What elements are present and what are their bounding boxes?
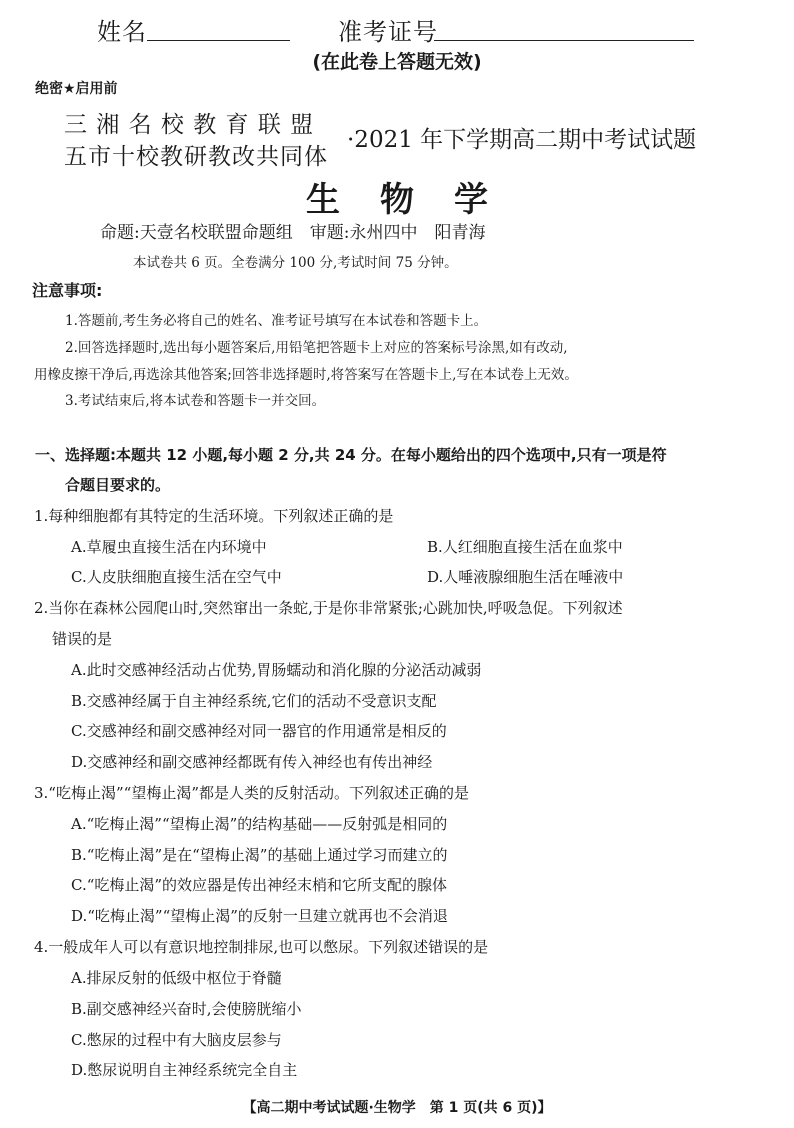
question-stem-cont: 错误的是 <box>52 630 113 648</box>
exam-title: ·2021 年下学期高二期中考试试题 <box>347 127 697 153</box>
section-heading: 一、选择题:本题共 12 小题,每小题 2 分,共 24 分。在每小题给出的四个选项中,只有一项是符 <box>35 446 667 464</box>
notice-item: 3.考试结束后,将本试卷和答题卡一并交回。 <box>65 393 326 409</box>
option-b: B.副交感神经兴奋时,会使膀胱缩小 <box>71 1000 302 1018</box>
notice-item: 1.答题前,考生务必将自己的姓名、准考证号填写在本试卷和答题卡上。 <box>65 313 488 329</box>
option-b: B.“吃梅止渴”是在“望梅止渴”的基础上通过学习而建立的 <box>71 846 448 864</box>
option-a: A.排尿反射的低级中枢位于脊髓 <box>71 969 282 987</box>
name-label: 姓名 <box>97 18 147 46</box>
secret-label: 绝密★启用前 <box>35 81 118 97</box>
question-stem: 4.一般成年人可以有意识地控制排尿,也可以憋尿。下列叙述错误的是 <box>34 938 489 956</box>
org-line-2: 五市十校教研教改共同体 <box>64 144 328 170</box>
section-heading-cont: 合题目要求的。 <box>65 476 171 494</box>
option-c: C.人皮肤细胞直接生活在空气中 <box>71 568 282 586</box>
option-d: D.人唾液腺细胞生活在唾液中 <box>427 568 624 586</box>
option-c: C.交感神经和副交感神经对同一器官的作用通常是相反的 <box>71 722 447 740</box>
option-a: A.此时交感神经活动占优势,胃肠蠕动和消化腺的分泌活动减弱 <box>71 661 482 679</box>
option-b: B.人红细胞直接生活在血浆中 <box>427 538 623 556</box>
notice-item: 2.回答选择题时,选出每小题答案后,用铅笔把答题卡上对应的答案标号涂黑,如有改动, <box>65 340 568 356</box>
option-d: D.“吃梅止渴”“望梅止渴”的反射一旦建立就再也不会消退 <box>71 907 448 925</box>
admission-number-field-line <box>434 40 694 41</box>
page-footer: 【高二期中考试试题·生物学 第 1 页(共 6 页)】 <box>242 1100 552 1116</box>
admission-number-label: 准考证号 <box>338 18 438 46</box>
option-c: C.憋尿的过程中有大脑皮层参与 <box>71 1031 282 1049</box>
org-line-1: 三 湘 名 校 教 育 联 盟 <box>64 112 315 138</box>
option-a: A.草履虫直接生活在内环境中 <box>71 538 267 556</box>
question-stem: 3.“吃梅止渴”“望梅止渴”都是人类的反射活动。下列叙述正确的是 <box>34 784 469 802</box>
option-b: B.交感神经属于自主神经系统,它们的活动不受意识支配 <box>71 692 437 710</box>
question-stem: 1.每种细胞都有其特定的生活环境。下列叙述正确的是 <box>34 507 394 525</box>
option-d: D.交感神经和副交感神经都既有传入神经也有传出神经 <box>71 753 433 771</box>
exam-info: 本试卷共 6 页。全卷满分 100 分,考试时间 75 分钟。 <box>133 255 458 271</box>
question-stem: 2.当你在森林公园爬山时,突然窜出一条蛇,于是你非常紧张;心跳加快,呼吸急促。下列叙述 <box>34 599 623 617</box>
authors-line: 命题:天壹名校联盟命题组 审题:永州四中 阳青海 <box>100 223 486 243</box>
option-c: C.“吃梅止渴”的效应器是传出神经末梢和它所支配的腺体 <box>71 876 448 894</box>
notice-title: 注意事项: <box>32 281 103 300</box>
option-a: A.“吃梅止渴”“望梅止渴”的结构基础——反射弧是相同的 <box>71 815 448 833</box>
invalid-answer-note: (在此卷上答题无效) <box>312 51 482 73</box>
option-d: D.憋尿说明自主神经系统完全自主 <box>71 1061 298 1079</box>
subject-title: 生物学 <box>306 180 528 220</box>
notice-item: 用橡皮擦干净后,再选涂其他答案;回答非选择题时,将答案写在答题卡上,写在本试卷上无效。 <box>34 367 578 383</box>
name-field-line <box>147 40 290 41</box>
